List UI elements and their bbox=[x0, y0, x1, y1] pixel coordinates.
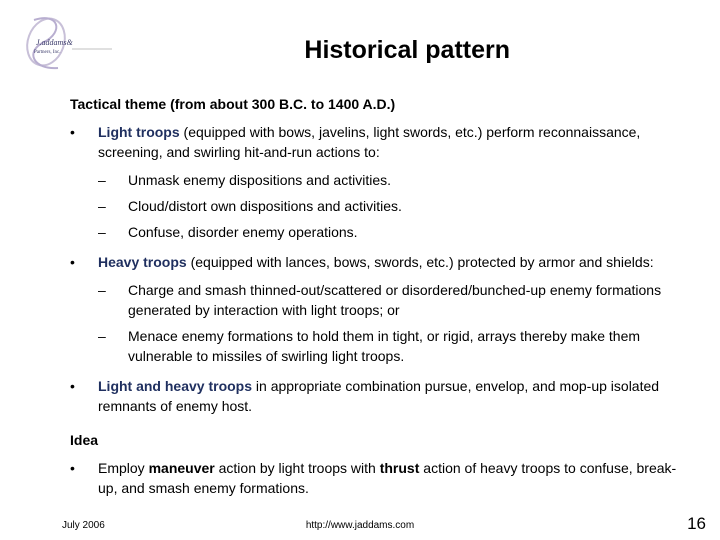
bullet-heavy-troops bbox=[70, 252, 690, 272]
sub-text: Charge and smash thinned-out/scattered or disordered/bunched-up enemy formations generated by interaction with light troops; or bbox=[128, 282, 662, 318]
bullet-marker: • bbox=[70, 378, 75, 394]
sub-item bbox=[70, 222, 690, 242]
bullet-light-troops bbox=[70, 122, 690, 162]
sub-text: Cloud/distort own dispositions and activities. bbox=[128, 198, 402, 214]
sub-item bbox=[70, 196, 690, 216]
sub-marker: – bbox=[98, 198, 106, 214]
bullet-text: (equipped with lances, bows, swords, etc.) protected by armor and shields: bbox=[186, 254, 654, 270]
slide-title: Historical pattern bbox=[304, 36, 510, 64]
emphasis-thrust: thrust bbox=[379, 460, 420, 476]
bullet-light-and-heavy-troops bbox=[70, 376, 690, 416]
bullet-marker: • bbox=[70, 254, 75, 270]
section-heading-idea: Idea bbox=[70, 432, 99, 448]
footer-date: July 2006 bbox=[62, 520, 105, 531]
sub-marker: – bbox=[98, 328, 106, 344]
sub-item bbox=[70, 280, 690, 320]
section-heading-tactical: Tactical theme (from about 300 B.C. to 1400 A.D.) bbox=[70, 96, 396, 112]
sub-text: Confuse, disorder enemy operations. bbox=[128, 224, 358, 240]
bullet-text: in appropriate combination pursue, envelop, and mop-up isolated remnants of enemy host. bbox=[98, 378, 660, 414]
emphasis-maneuver: maneuver bbox=[148, 460, 215, 476]
sub-marker: – bbox=[98, 224, 106, 240]
highlight-light-and-heavy-troops: Light and heavy troops bbox=[98, 378, 253, 394]
page-number: 16 bbox=[687, 514, 706, 533]
sub-item bbox=[70, 170, 690, 190]
sub-item bbox=[70, 326, 690, 366]
sub-text: Unmask enemy dispositions and activities. bbox=[128, 172, 392, 188]
slide-content bbox=[70, 94, 690, 506]
logo-line2: Partners, Inc. bbox=[34, 50, 61, 55]
bullet-marker: • bbox=[70, 124, 75, 140]
logo-line1: J.addams& bbox=[36, 38, 73, 47]
sub-marker: – bbox=[98, 282, 106, 298]
sub-marker: – bbox=[98, 172, 106, 188]
bullet-text: (equipped with bows, javelins, light swords, etc.) perform reconnaissance, screening, and swirling hit-and-run actions to: bbox=[98, 124, 641, 160]
bullet-marker: • bbox=[70, 460, 75, 476]
highlight-heavy-troops: Heavy troops bbox=[98, 254, 187, 270]
sub-text: Menace enemy formations to hold them in tight, or rigid, arrays thereby make them vulnerable to missiles of swirling light troops. bbox=[128, 328, 641, 364]
footer-url: http://www.jaddams.com bbox=[305, 520, 415, 531]
bullet-idea: • Employ maneuver action by light troops with thrust action of heavy troops to confuse, break-up, and smash enemy formations. bbox=[70, 460, 677, 496]
highlight-light-troops: Light troops bbox=[98, 124, 180, 140]
